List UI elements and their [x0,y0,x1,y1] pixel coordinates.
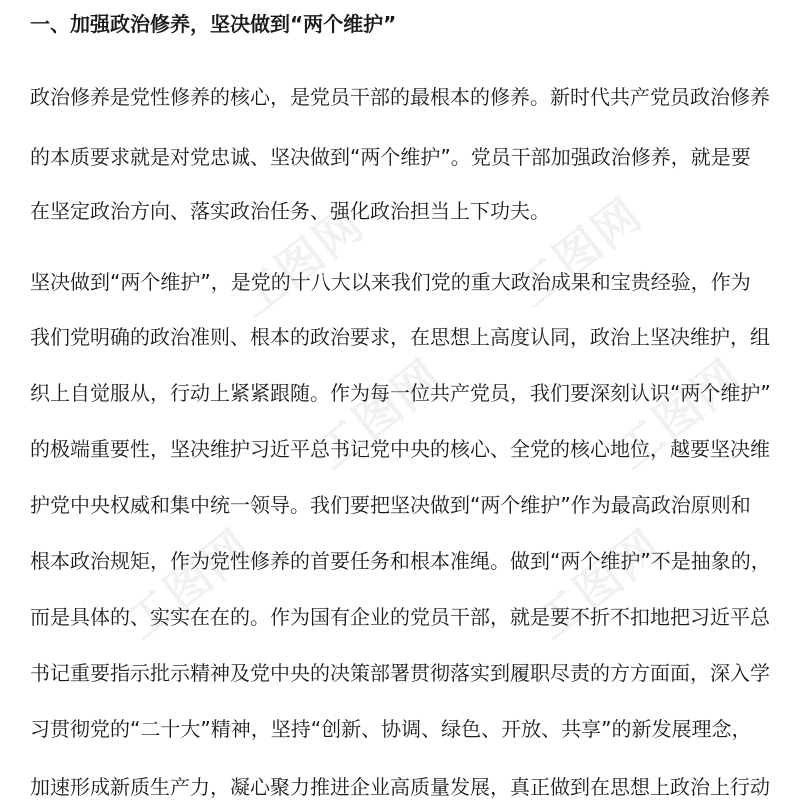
watermark: 工图网 [605,348,753,480]
watermark: 工图网 [505,186,653,318]
watermark: 工图网 [227,196,375,328]
watermark: 工图网 [305,348,453,480]
paragraph-line: 在坚定政治方向、落实政治任务、强化政治担当上下功夫。 [30,199,550,223]
paragraph-line: 坚决做到“两个维护”，是党的十八大以来我们党的重大政治成果和宝贵经验，作为 [30,270,751,294]
paragraph-line: 而是具体的、实实在在的。作为国有企业的党员干部，就是要不折不扣地把习近平总 [30,605,770,629]
paragraph-line: 习贯彻党的“二十大”精神，坚持“创新、协调、绿色、开放、共享”的新发展理念， [30,717,752,741]
paragraph-line: 书记重要指示批示精神及党中央的决策部署贯彻落实到履职尽责的方方面面，深入学 [30,661,770,685]
paragraph-line: 我们党明确的政治准则、根本的政治要求，在思想上高度认同，政治上坚决维护，组 [30,325,770,349]
watermark: 工图网 [525,518,673,650]
paragraph-line: 的极端重要性，坚决维护习近平总书记党中央的核心、全党的核心地位，越要坚决维 [30,437,770,461]
watermark: 工图网 [115,518,263,650]
paragraph-line: 织上自觉服从，行动上紧紧跟随。作为每一位共产党员，我们要深刻认识“两个维护” [30,381,771,405]
paragraph-line: 政治修养是党性修养的核心，是党员干部的最根本的修养。新时代共产党员政治修养 [30,85,770,109]
paragraph-line: 护党中央权威和集中统一领导。我们要把坚决做到“两个维护”作为最高政治原则和 [30,493,751,517]
paragraph-line: 根本政治规矩，作为党性修养的首要任务和根本准绳。做到“两个维护”不是抽象的， [30,549,771,573]
paragraph-line: 的本质要求就是对党忠诚、坚决做到“两个维护”。党员干部加强政治修养，就是要 [30,145,751,169]
paragraph-line: 加速形成新质生产力，凝心聚力推进企业高质量发展，真正做到在思想上政治上行动 [30,775,770,799]
section-heading: 一、加强政治修养，坚决做到“两个维护” [30,12,397,36]
